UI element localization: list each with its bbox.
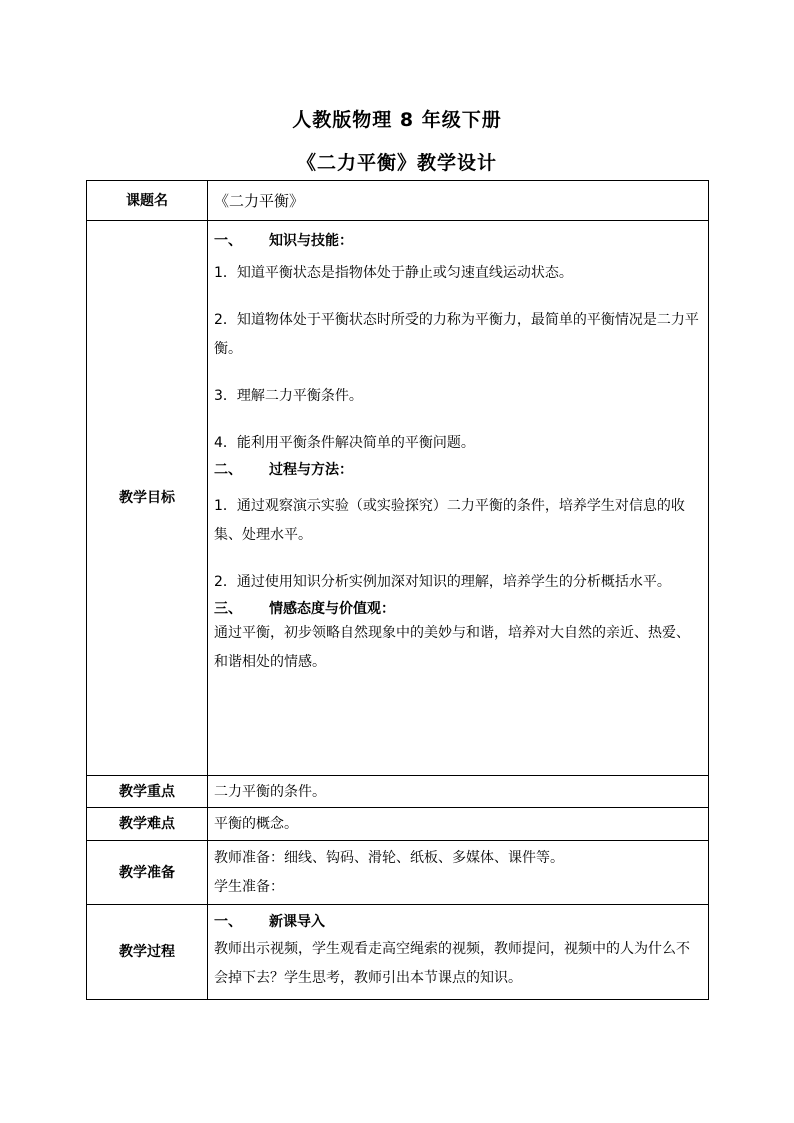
process-section-1-title: 新课导入 [269, 914, 325, 930]
goals-section-2-title: 过程与方法： [269, 462, 353, 478]
goals-section-1-num: 一、 [214, 233, 242, 249]
table-row-topic [87, 181, 709, 221]
goals-label: 教学目标 [87, 221, 208, 776]
document-title: 人教版物理 8 年级下册 [292, 109, 502, 131]
goals-section-1 [214, 231, 702, 251]
goals-item: 2．通过使用知识分析实例加深对知识的理解，培养学生的分析概括水平。 [214, 574, 671, 590]
process-label: 教学过程 [87, 905, 208, 1000]
goals-item: 4．能利用平衡条件解决简单的平衡问题。 [214, 435, 475, 451]
goals-item: 1．知道平衡状态是指物体处于静止或匀速直线运动状态。 [214, 265, 573, 281]
difficulty-value: 平衡的概念。 [208, 808, 709, 841]
table-row-key-point [87, 776, 709, 808]
lesson-plan-table [86, 180, 709, 1000]
goals-item: 1．通过观察演示实验（或实验探究）二力平衡的条件，培养学生对信息的收集、处理水平。 [214, 498, 685, 543]
topic-label: 课题名 [87, 181, 208, 221]
key-point-value: 二力平衡的条件。 [208, 776, 709, 808]
table-row-difficulty [87, 808, 709, 841]
goals-section-2 [214, 460, 702, 480]
preparation-student: 学生准备： [214, 878, 284, 895]
process-text: 教师出示视频，学生观看走高空绳索的视频，教师提问，视频中的人为什么不会掉下去？学生思考，教师引出本节课点的知识。 [214, 941, 690, 986]
goals-section-1-title: 知识与技能： [269, 233, 353, 249]
preparation-label: 教学准备 [87, 841, 208, 905]
table-row-goals [87, 221, 709, 776]
process-section-1 [214, 909, 702, 935]
process-section-1-num: 一、 [214, 914, 242, 930]
goals-section-3-title: 情感态度与价值观： [269, 601, 395, 617]
goals-content [208, 221, 709, 776]
topic-value: 《二力平衡》 [208, 181, 709, 221]
preparation-teacher: 教师准备：细线、钩码、滑轮、纸板、多媒体、课件等。 [214, 849, 564, 866]
difficulty-label: 教学难点 [87, 808, 208, 841]
document-subtitle: 《二力平衡》教学设计 [296, 152, 497, 174]
goals-section-3 [214, 599, 702, 619]
table-row-preparation [87, 841, 709, 905]
process-content [208, 905, 709, 1000]
goals-item: 3．理解二力平衡条件。 [214, 388, 363, 404]
goals-section-3-text: 通过平衡，初步领略自然现象中的美妙与和谐，培养对大自然的亲近、热爱、和谐相处的情感。 [214, 625, 690, 670]
goals-item: 2．知道物体处于平衡状态时所受的力称为平衡力，最简单的平衡情况是二力平衡。 [214, 312, 699, 357]
preparation-content [208, 841, 709, 905]
table-row-process [87, 905, 709, 1000]
goals-section-2-num: 二、 [214, 462, 242, 478]
goals-section-3-num: 三、 [214, 601, 242, 617]
key-point-label: 教学重点 [87, 776, 208, 808]
